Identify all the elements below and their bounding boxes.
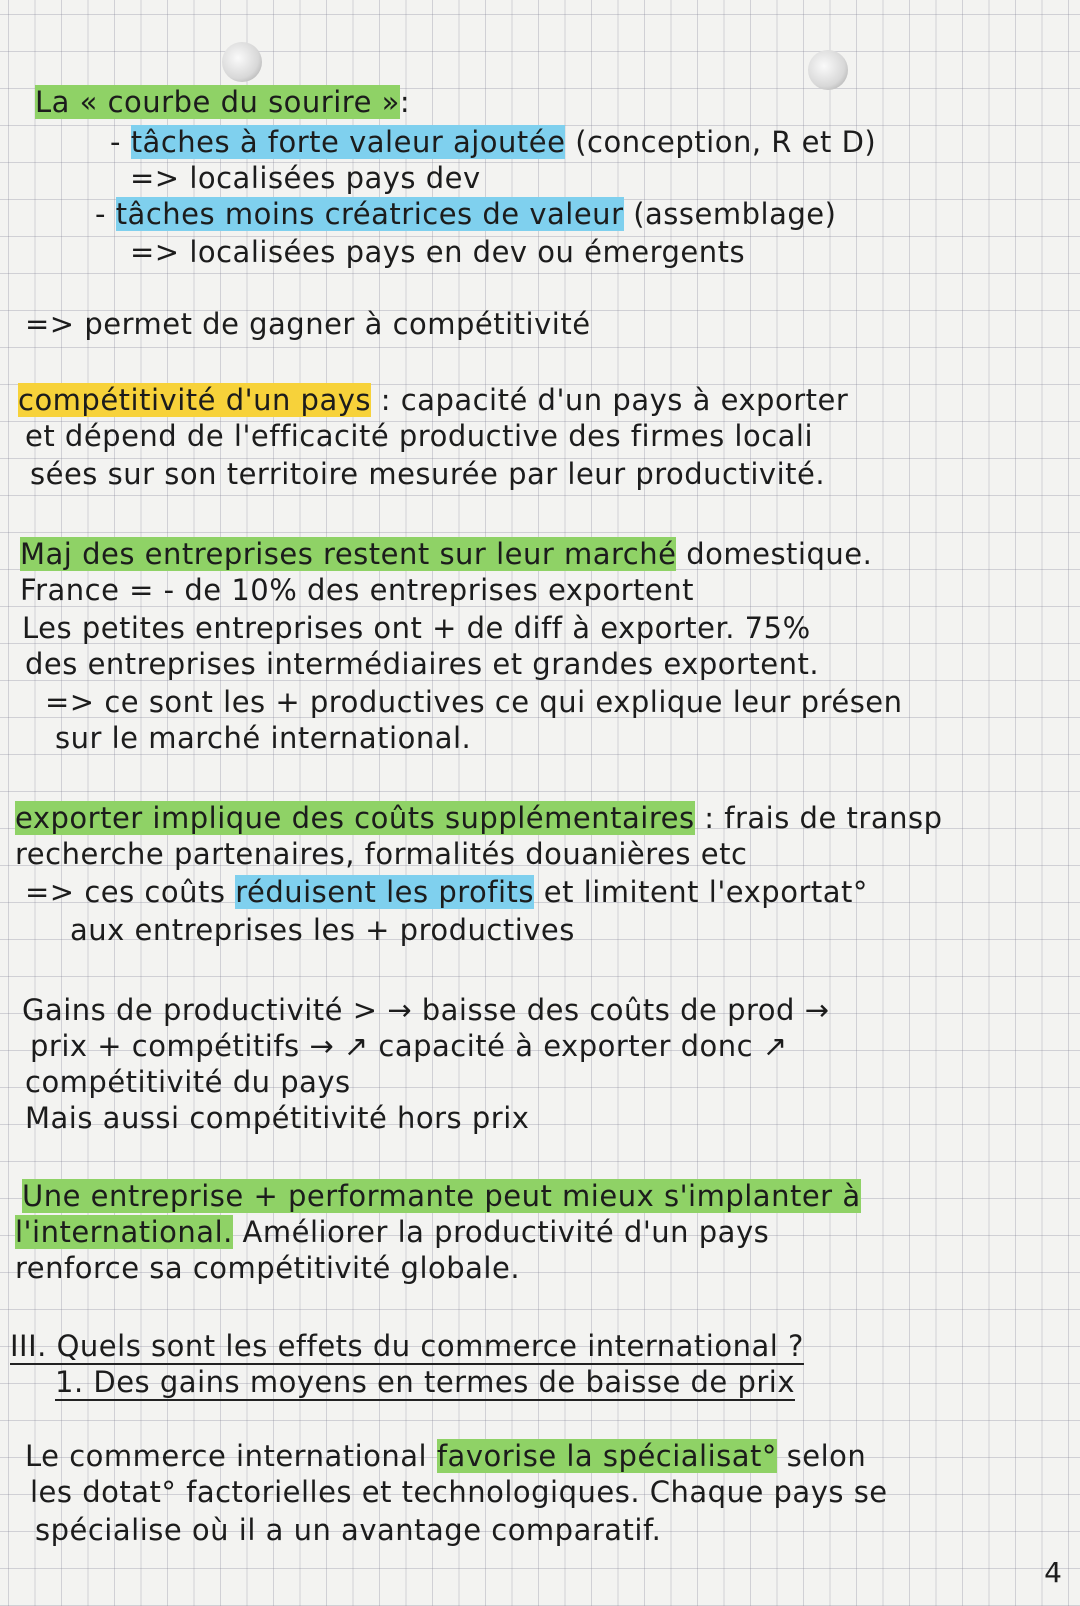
note-line	[15, 800, 943, 836]
note-line	[25, 1438, 866, 1474]
note-text: Gains de productivité > → baisse des coûts de prod →	[22, 993, 830, 1027]
note-line	[25, 874, 868, 910]
highlight-blue: tâches à forte valeur ajoutée	[130, 125, 566, 159]
highlight-green: La « courbe du sourire »	[35, 85, 400, 119]
note-text: -	[95, 197, 116, 231]
note-text: France = - de 10% des entreprises exportent	[20, 573, 694, 607]
highlight-green: exporter implique des coûts supplémentaires	[15, 801, 695, 835]
note-text: => permet de gagner à compétitivité	[25, 307, 591, 341]
note-text: selon	[776, 1439, 867, 1473]
note-text: => localisées pays dev	[130, 161, 481, 195]
note-text: => ces coûts	[25, 875, 236, 909]
highlight-green: Maj des entreprises restent sur leur marché	[20, 537, 677, 571]
note-text: Améliorer la productivité d'un pays	[232, 1215, 770, 1249]
note-text: Les petites entreprises ont + de diff à exporter. 75%	[22, 611, 811, 645]
note-text: prix + compétitifs → ↗ capacité à exporter donc ↗	[30, 1029, 788, 1063]
note-line	[45, 684, 903, 720]
note-text: (assemblage)	[623, 197, 837, 231]
section-heading: 1. Des gains moyens en termes de baisse de prix	[55, 1365, 796, 1399]
note-text: :	[399, 85, 411, 119]
note-line	[15, 1214, 769, 1250]
note-line	[20, 536, 872, 572]
note-text: Le commerce international	[25, 1439, 437, 1473]
note-line	[30, 1474, 888, 1510]
note-text: recherche partenaires, formalités douanières etc	[15, 837, 748, 871]
note-line	[55, 1364, 795, 1400]
note-text: sées sur son territoire mesurée par leur productivité.	[30, 457, 826, 491]
note-text: sur le marché international.	[55, 721, 472, 755]
note-text: et dépend de l'efficacité productive des firmes locali	[25, 419, 814, 453]
note-line	[20, 572, 694, 608]
note-line	[110, 124, 876, 160]
note-line	[10, 1328, 804, 1364]
highlight-green: favorise la spécialisat°	[436, 1439, 777, 1473]
note-text: Mais aussi compétitivité hors prix	[25, 1101, 530, 1135]
note-text: spécialise où il a un avantage comparatif.	[35, 1513, 662, 1547]
highlight-yellow: compétitivité d'un pays	[18, 383, 372, 417]
binder-hole-right	[808, 50, 848, 90]
note-text: (conception, R et D)	[565, 125, 877, 159]
note-text: compétitivité du pays	[25, 1065, 351, 1099]
note-line	[55, 720, 471, 756]
note-line	[22, 1178, 861, 1214]
note-text: aux entreprises les + productives	[70, 913, 575, 947]
highlight-blue: tâches moins créatrices de valeur	[115, 197, 624, 231]
note-line	[25, 1100, 529, 1136]
highlight-green: Une entreprise + performante peut mieux s'implanter à	[22, 1179, 861, 1213]
note-text: => ce sont les + productives ce qui explique leur présen	[45, 685, 903, 719]
note-line	[22, 992, 829, 1028]
page-number: 4	[1044, 1556, 1062, 1589]
note-line	[25, 418, 813, 454]
section-heading: III. Quels sont les effets du commerce international ?	[10, 1329, 804, 1363]
note-line	[35, 1512, 661, 1548]
note-text: et limitent l'exportat°	[534, 875, 868, 909]
note-text: -	[110, 125, 131, 159]
note-line	[25, 646, 819, 682]
note-text: des entreprises intermédiaires et grandes exportent.	[25, 647, 820, 681]
note-line	[22, 610, 811, 646]
note-text: : frais de transp	[694, 801, 943, 835]
note-line	[25, 306, 591, 342]
note-line	[130, 234, 745, 270]
note-line	[15, 836, 747, 872]
note-line	[35, 84, 410, 120]
note-line	[18, 382, 848, 418]
note-line	[25, 1064, 351, 1100]
highlight-green: l'international.	[15, 1215, 233, 1249]
note-line	[30, 456, 825, 492]
note-line	[30, 1028, 788, 1064]
binder-hole-left	[222, 42, 262, 82]
note-line	[130, 160, 481, 196]
note-text: les dotat° factorielles et technologiques. Chaque pays se	[30, 1475, 888, 1509]
note-text: renforce sa compétitivité globale.	[15, 1251, 521, 1285]
highlight-blue: réduisent les profits	[235, 875, 535, 909]
note-text: : capacité d'un pays à exporter	[371, 383, 849, 417]
note-line	[70, 912, 575, 948]
note-text: => localisées pays en dev ou émergents	[130, 235, 746, 269]
note-line	[95, 196, 836, 232]
note-line	[15, 1250, 520, 1286]
note-text: domestique.	[676, 537, 873, 571]
